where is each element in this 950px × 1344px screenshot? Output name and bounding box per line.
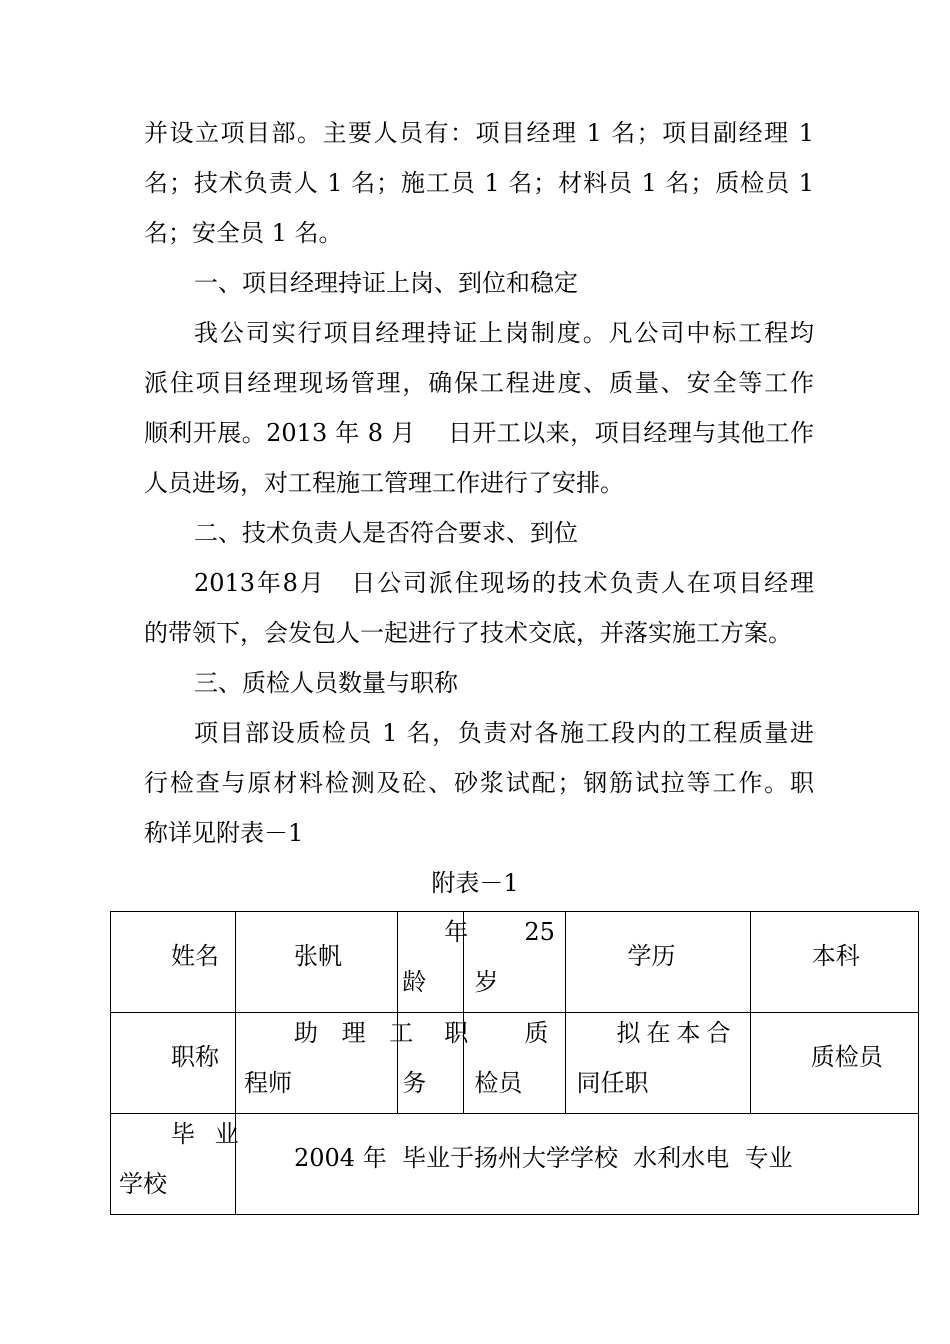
intro-paragraph [144, 108, 814, 258]
age-value-unit: 岁 [474, 968, 499, 996]
section2-heading: 二、技术负责人是否符合要求、到位 [194, 519, 578, 547]
intro-line: 名；技术负责人 1 名；施工员 1 名；材料员 1 名；质检员 1 [144, 169, 814, 197]
section1-line: 人员进场，对工程施工管理工作进行了安排。 [144, 469, 624, 497]
section1-line: 我公司实行项目经理持证上岗制度。凡公司中标工程均 [194, 319, 814, 347]
section1-heading: 一、项目经理持证上岗、到位和稳定 [194, 269, 578, 297]
section1-line: 顺利开展。2013 年 8 月 日开工以来，项目经理与其他工作 [144, 419, 814, 447]
section3-line: 行检查与原材料检测及砼、砂浆试配；钢筋试拉等工作。职 [144, 769, 814, 797]
duty-value-bottom: 检员 [474, 1069, 523, 1097]
duty-value-top: 质 [524, 1019, 549, 1047]
school-label-line2: 学校 [119, 1170, 167, 1198]
school-value: 2004 年 毕业于扬州大学学校 水利水电 专业 [294, 1144, 793, 1172]
title-value-line1: 助 理 工 [294, 1019, 422, 1047]
age-label-top: 年 [444, 918, 469, 946]
section3-line: 项目部设质检员 1 名，负责对各施工段内的工程质量进 [194, 719, 814, 747]
duty-label-top: 职 [444, 1019, 469, 1047]
intro-line: 并设立项目部。主要人员有：项目经理 1 名；项目副经理 1 [144, 119, 814, 147]
education-value: 本科 [811, 942, 860, 970]
school-label-line1: 毕 业 [171, 1120, 245, 1148]
proposed-label-line2: 同任职 [576, 1069, 649, 1097]
table-row [111, 912, 919, 1013]
proposed-label-line1: 拟在本合 [616, 1019, 737, 1047]
table-row [111, 1114, 919, 1215]
section1-line: 派住项目经理现场管理，确保工程进度、质量、安全等工作 [144, 369, 814, 397]
name-label: 姓名 [171, 942, 219, 970]
section3-heading: 三、质检人员数量与职称 [194, 669, 458, 697]
age-value-number: 25 [524, 918, 555, 946]
age-label-bottom: 龄 [402, 968, 427, 996]
education-label: 学历 [627, 942, 676, 970]
duty-label-bottom: 务 [402, 1069, 427, 1097]
section2-line: 2013年8月 日公司派住现场的技术负责人在项目经理 [194, 569, 814, 597]
name-value: 张帆 [294, 942, 342, 970]
title-label: 职称 [171, 1043, 219, 1071]
section1-paragraph [144, 308, 814, 508]
section3-paragraph [144, 708, 814, 858]
proposed-value: 质检员 [810, 1043, 883, 1071]
table-caption: 附表－1 [431, 869, 519, 897]
section2-line: 的带领下，会发包人一起进行了技术交底，并落实施工方案。 [144, 619, 792, 647]
section3-line: 称详见附表－1 [144, 819, 304, 847]
section2-paragraph [144, 558, 814, 658]
personnel-table [110, 911, 919, 1215]
intro-line: 名；安全员 1 名。 [144, 219, 343, 247]
table-row [111, 1013, 919, 1114]
title-value-line2: 程师 [244, 1069, 292, 1097]
